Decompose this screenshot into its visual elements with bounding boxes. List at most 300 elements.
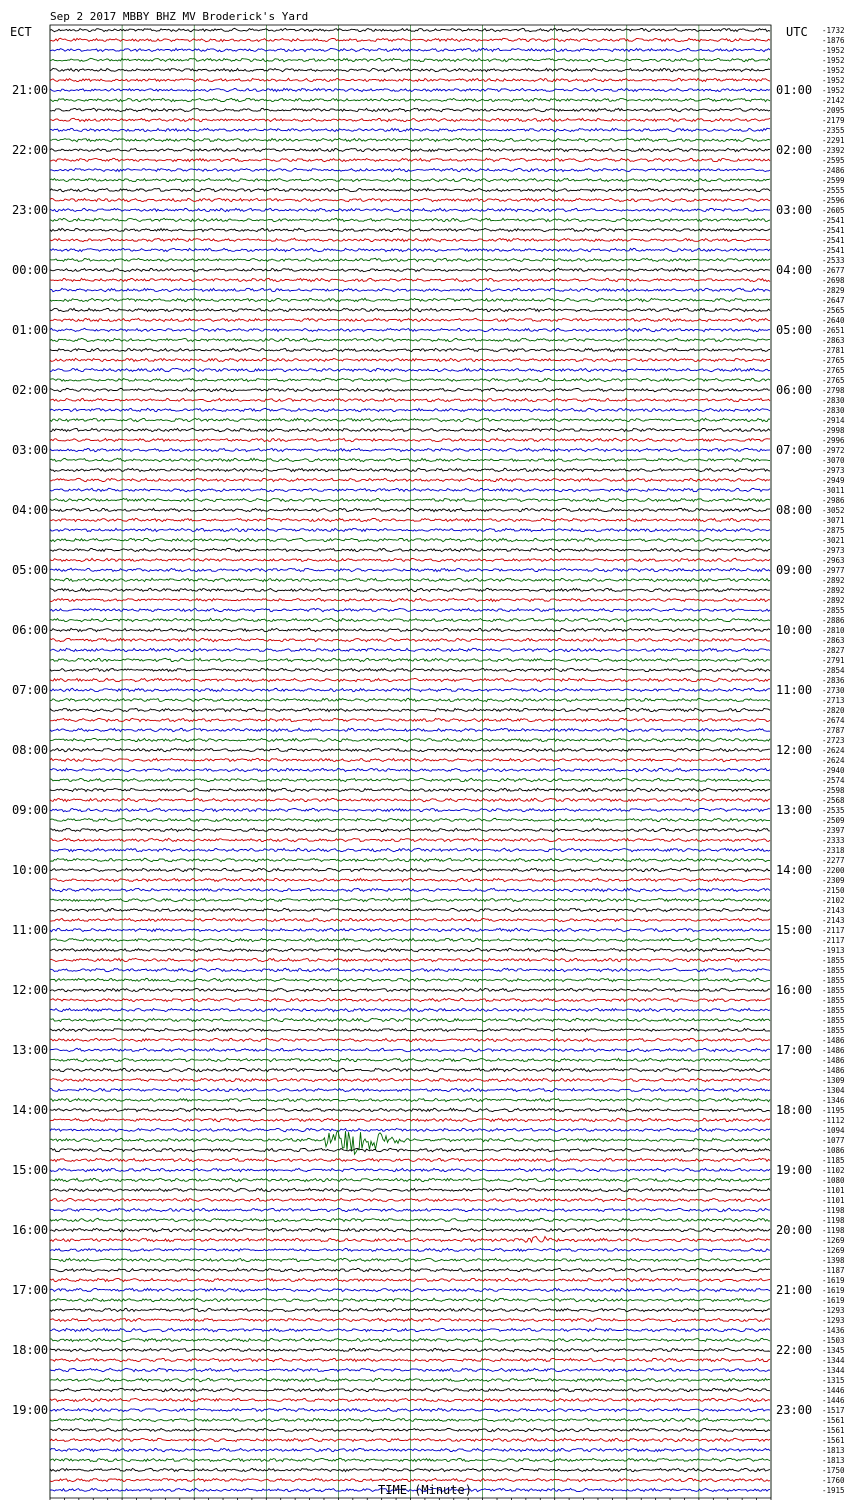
row-offset-label: -2143	[822, 906, 845, 915]
trace-row-3	[50, 58, 770, 61]
left-time-label: 18:00	[12, 1343, 49, 1357]
trace-row-15	[50, 178, 770, 181]
row-offset-label: -2624	[822, 756, 845, 765]
row-offset-label: -2973	[822, 466, 845, 475]
row-offset-label: -1750	[822, 1466, 845, 1475]
trace-row-11	[50, 138, 770, 141]
left-timezone-label: ECT	[10, 25, 32, 39]
row-offset-label: -1760	[822, 1476, 845, 1485]
row-offset-label: -1304	[822, 1086, 845, 1095]
trace-row-48	[50, 508, 770, 511]
row-offset-label: -1112	[822, 1116, 845, 1125]
trace-row-59	[50, 618, 770, 621]
trace-row-31	[50, 338, 770, 341]
row-offset-label: -2640	[822, 316, 845, 325]
row-offset-label: -2854	[822, 666, 845, 675]
row-offset-label: -1486	[822, 1056, 845, 1065]
row-offset-label: -2277	[822, 856, 845, 865]
trace-row-68	[50, 708, 770, 711]
row-offset-label: -1915	[822, 1486, 845, 1495]
row-offset-label: -1813	[822, 1456, 845, 1465]
row-offset-label: -2781	[822, 346, 845, 355]
row-offset-label: -2830	[822, 396, 845, 405]
trace-row-92	[50, 948, 770, 951]
row-offset-label: -1855	[822, 1006, 845, 1015]
left-time-label: 23:00	[12, 203, 49, 217]
row-offset-label: -1269	[822, 1246, 845, 1255]
trace-row-24	[50, 268, 770, 271]
row-offset-label: -2651	[822, 326, 845, 335]
trace-row-34	[50, 368, 770, 371]
row-offset-label: -2143	[822, 916, 845, 925]
trace-row-107	[50, 1098, 770, 1101]
trace-row-23	[50, 258, 770, 261]
left-time-label: 22:00	[12, 143, 49, 157]
trace-row-54	[50, 568, 770, 571]
trace-row-22	[50, 248, 770, 251]
trace-row-41	[50, 438, 770, 441]
row-offset-label: -1080	[822, 1176, 845, 1185]
trace-row-114	[50, 1168, 770, 1171]
row-offset-label: -1185	[822, 1156, 845, 1165]
row-offset-label: -2596	[822, 196, 845, 205]
row-offset-label: -1345	[822, 1346, 845, 1355]
trace-row-94	[50, 968, 770, 971]
row-offset-label: -1517	[822, 1406, 845, 1415]
left-time-label: 04:00	[12, 503, 49, 517]
trace-row-45	[50, 478, 770, 481]
row-offset-label: -2150	[822, 886, 845, 895]
row-offset-label: -2397	[822, 826, 845, 835]
trace-row-89	[50, 918, 770, 921]
row-offset-label: -2599	[822, 176, 845, 185]
row-offset-label: -2598	[822, 786, 845, 795]
trace-row-13	[50, 158, 770, 161]
right-time-label: 11:00	[776, 683, 813, 697]
trace-row-90	[50, 928, 770, 931]
right-time-label: 08:00	[776, 503, 813, 517]
trace-row-46	[50, 488, 770, 491]
row-offset-label: -2963	[822, 556, 845, 565]
row-offset-label: -1198	[822, 1216, 845, 1225]
row-offset-label: -1503	[822, 1336, 845, 1345]
right-time-label: 03:00	[776, 203, 813, 217]
trace-row-91	[50, 938, 770, 941]
trace-row-53	[50, 558, 770, 561]
right-time-label: 02:00	[776, 143, 813, 157]
left-time-label: 17:00	[12, 1283, 49, 1297]
row-offset-label: -3011	[822, 486, 845, 495]
trace-row-73	[50, 758, 770, 761]
trace-row-117	[50, 1198, 770, 1201]
trace-row-77	[50, 798, 770, 801]
trace-row-80	[50, 828, 770, 831]
row-offset-label: -1293	[822, 1316, 845, 1325]
trace-row-103	[50, 1058, 770, 1061]
right-time-label: 12:00	[776, 743, 813, 757]
trace-row-136	[50, 1388, 770, 1391]
row-offset-label: -2533	[822, 256, 845, 265]
row-offset-label: -2142	[822, 96, 845, 105]
row-offset-label: -2318	[822, 846, 845, 855]
trace-row-130	[50, 1328, 770, 1331]
trace-row-129	[50, 1318, 770, 1321]
left-time-label: 02:00	[12, 383, 49, 397]
row-offset-label: -1855	[822, 986, 845, 995]
row-offset-label: -2892	[822, 596, 845, 605]
row-offset-label: -2855	[822, 606, 845, 615]
row-offset-label: -1952	[822, 56, 845, 65]
row-offset-label: -2863	[822, 636, 845, 645]
trace-row-137	[50, 1398, 770, 1401]
left-time-label: 10:00	[12, 863, 49, 877]
row-offset-label: -1344	[822, 1356, 845, 1365]
row-offset-label: -2355	[822, 126, 845, 135]
row-offset-label: -2810	[822, 626, 845, 635]
trace-row-83	[50, 858, 770, 861]
row-offset-label: -3052	[822, 506, 845, 515]
trace-row-88	[50, 908, 770, 911]
left-time-label: 12:00	[12, 983, 49, 997]
trace-row-140	[50, 1428, 770, 1431]
row-offset-label: -1398	[822, 1256, 845, 1265]
row-offset-label: -2200	[822, 866, 845, 875]
trace-row-20	[50, 228, 770, 231]
trace-row-52	[50, 548, 770, 551]
trace-row-115	[50, 1178, 770, 1181]
row-offset-label: -2565	[822, 306, 845, 315]
right-time-label: 23:00	[776, 1403, 813, 1417]
left-time-label: 08:00	[12, 743, 49, 757]
trace-row-93	[50, 958, 770, 961]
row-offset-label: -2892	[822, 586, 845, 595]
trace-row-55	[50, 578, 770, 581]
trace-row-125	[50, 1278, 770, 1281]
trace-row-85	[50, 878, 770, 881]
row-offset-label: -2863	[822, 336, 845, 345]
row-offset-label: -1198	[822, 1206, 845, 1215]
row-offset-label: -1293	[822, 1306, 845, 1315]
trace-row-32	[50, 348, 770, 351]
row-offset-label: -2798	[822, 386, 845, 395]
trace-row-50	[50, 528, 770, 531]
row-offset-label: -1952	[822, 46, 845, 55]
row-offset-label: -2117	[822, 926, 845, 935]
trace-row-87	[50, 898, 770, 901]
trace-row-5	[50, 78, 770, 81]
trace-row-74	[50, 768, 770, 771]
row-offset-label: -1101	[822, 1186, 845, 1195]
trace-row-18	[50, 208, 770, 211]
row-offset-label: -2486	[822, 166, 845, 175]
trace-row-112	[50, 1148, 770, 1151]
row-offset-label: -2291	[822, 136, 845, 145]
row-offset-label: -2509	[822, 816, 845, 825]
row-offset-label: -1855	[822, 1026, 845, 1035]
row-offset-label: -2886	[822, 616, 845, 625]
trace-row-132	[50, 1348, 770, 1351]
trace-row-63	[50, 658, 770, 661]
trace-row-139	[50, 1418, 770, 1421]
trace-row-126	[50, 1288, 770, 1291]
left-time-label: 14:00	[12, 1103, 49, 1117]
trace-row-99	[50, 1018, 770, 1021]
row-offset-label: -2713	[822, 696, 845, 705]
trace-row-108	[50, 1108, 770, 1111]
trace-row-51	[50, 538, 770, 541]
row-offset-label: -2765	[822, 366, 845, 375]
trace-row-144	[50, 1468, 770, 1471]
trace-row-109	[50, 1118, 770, 1121]
row-offset-label: -1561	[822, 1436, 845, 1445]
left-time-label: 01:00	[12, 323, 49, 337]
trace-row-100	[50, 1028, 770, 1031]
trace-row-96	[50, 988, 770, 991]
left-time-label: 09:00	[12, 803, 49, 817]
row-offset-label: -1561	[822, 1426, 845, 1435]
x-axis-title: TIME (Minute)	[378, 1483, 472, 1497]
trace-row-9	[50, 118, 770, 121]
left-time-label: 00:00	[12, 263, 49, 277]
trace-row-138	[50, 1408, 770, 1411]
trace-row-21	[50, 238, 770, 241]
trace-row-106	[50, 1088, 770, 1091]
left-hour-labels	[12, 83, 48, 1417]
trace-row-47	[50, 498, 770, 501]
row-offset-label: -1094	[822, 1126, 845, 1135]
row-offset-label: -1086	[822, 1146, 845, 1155]
row-offset-label: -1855	[822, 1016, 845, 1025]
row-offset-label: -2309	[822, 876, 845, 885]
left-time-label: 07:00	[12, 683, 49, 697]
trace-row-26	[50, 288, 770, 291]
row-offset-label: -2574	[822, 776, 845, 785]
row-offset-label: -1198	[822, 1226, 845, 1235]
trace-row-116	[50, 1188, 770, 1191]
row-offset-label: -2677	[822, 266, 845, 275]
trace-row-57	[50, 598, 770, 601]
row-offset-label: -2820	[822, 706, 845, 715]
row-offset-label: -2698	[822, 276, 845, 285]
trace-row-82	[50, 848, 770, 851]
right-time-label: 18:00	[776, 1103, 813, 1117]
row-offset-label: -2541	[822, 236, 845, 245]
row-offset-label: -1346	[822, 1096, 845, 1105]
right-time-label: 21:00	[776, 1283, 813, 1297]
trace-row-134	[50, 1368, 770, 1371]
trace-row-98	[50, 1008, 770, 1011]
row-offset-label: -1952	[822, 66, 845, 75]
trace-row-40	[50, 428, 770, 431]
trace-row-123	[50, 1258, 770, 1261]
trace-row-81	[50, 838, 770, 841]
trace-row-133	[50, 1358, 770, 1361]
right-time-label: 04:00	[776, 263, 813, 277]
row-offset-label: -1101	[822, 1196, 845, 1205]
trace-row-6	[50, 88, 770, 91]
row-offset-label: -1102	[822, 1166, 845, 1175]
row-offset-label: -2595	[822, 156, 845, 165]
row-offset-label: -2836	[822, 676, 845, 685]
row-offset-label: -1619	[822, 1276, 845, 1285]
row-offset-label: -1855	[822, 976, 845, 985]
right-time-label: 19:00	[776, 1163, 813, 1177]
row-offset-label: -2605	[822, 206, 845, 215]
trace-row-28	[50, 308, 770, 311]
trace-row-78	[50, 808, 770, 811]
row-offset-label: -1619	[822, 1296, 845, 1305]
trace-row-128	[50, 1308, 770, 1311]
row-offset-label: -2765	[822, 376, 845, 385]
row-offset-label: -2830	[822, 406, 845, 415]
right-timezone-label: UTC	[786, 25, 808, 39]
trace-row-62	[50, 648, 770, 651]
row-offset-label: -3021	[822, 536, 845, 545]
row-offset-label: -2674	[822, 716, 845, 725]
trace-row-119	[50, 1218, 770, 1221]
right-time-label: 13:00	[776, 803, 813, 817]
row-offset-label: -1619	[822, 1286, 845, 1295]
row-offset-label: -2972	[822, 446, 845, 455]
trace-row-118	[50, 1208, 770, 1211]
right-time-label: 01:00	[776, 83, 813, 97]
trace-row-65	[50, 678, 770, 681]
trace-row-75	[50, 778, 770, 781]
row-offset-label: -2723	[822, 736, 845, 745]
left-time-label: 05:00	[12, 563, 49, 577]
trace-row-72	[50, 748, 770, 751]
row-offset-label: -2986	[822, 496, 845, 505]
trace-row-102	[50, 1048, 770, 1051]
trace-row-30	[50, 328, 770, 331]
row-offset-label: -1315	[822, 1376, 845, 1385]
row-offset-label: -2541	[822, 226, 845, 235]
row-offset-label: -1913	[822, 946, 845, 955]
chart-title: Sep 2 2017 MBBY BHZ MV Broderick's Yard	[50, 10, 309, 23]
trace-row-67	[50, 698, 770, 701]
row-offset-label: -2392	[822, 146, 845, 155]
trace-row-71	[50, 738, 770, 741]
trace-row-76	[50, 788, 770, 791]
trace-row-135	[50, 1378, 770, 1381]
trace-row-145	[50, 1478, 770, 1481]
trace-row-143	[50, 1458, 770, 1461]
row-offset-label: -1855	[822, 996, 845, 1005]
row-offset-label: -2117	[822, 936, 845, 945]
row-offset-label: -2179	[822, 116, 845, 125]
trace-row-69	[50, 718, 770, 721]
row-offset-label: -2535	[822, 806, 845, 815]
trace-row-84	[50, 868, 770, 871]
row-offset-label: -1855	[822, 966, 845, 975]
row-offset-label: -2568	[822, 796, 845, 805]
trace-row-14	[50, 168, 770, 171]
trace-row-42	[50, 448, 770, 451]
row-offset-label: -3070	[822, 456, 845, 465]
trace-row-36	[50, 388, 770, 391]
row-offset-label: -2555	[822, 186, 845, 195]
trace-row-19	[50, 218, 770, 221]
trace-row-70	[50, 728, 770, 731]
trace-row-58	[50, 608, 770, 611]
trace-row-0	[50, 28, 770, 31]
trace-row-17	[50, 198, 770, 201]
trace-row-105	[50, 1078, 770, 1081]
trace-row-127	[50, 1298, 770, 1301]
row-offset-label: -1269	[822, 1236, 845, 1245]
left-time-label: 15:00	[12, 1163, 49, 1177]
row-offset-label: -2624	[822, 746, 845, 755]
row-offset-label: -1561	[822, 1416, 845, 1425]
right-time-label: 20:00	[776, 1223, 813, 1237]
trace-row-43	[50, 458, 770, 461]
trace-row-7	[50, 98, 770, 101]
row-offset-label: -2827	[822, 646, 845, 655]
trace-row-122	[50, 1248, 770, 1251]
row-offset-label: -1486	[822, 1046, 845, 1055]
trace-row-2	[50, 48, 770, 51]
left-time-label: 21:00	[12, 83, 49, 97]
trace-row-44	[50, 468, 770, 471]
trace-row-113	[50, 1158, 770, 1161]
trace-row-110	[50, 1128, 770, 1131]
row-offset-label: -1446	[822, 1386, 845, 1395]
row-offset-label: -2333	[822, 836, 845, 845]
left-time-label: 16:00	[12, 1223, 49, 1237]
right-time-label: 22:00	[776, 1343, 813, 1357]
row-offset-label: -2102	[822, 896, 845, 905]
trace-row-101	[50, 1038, 770, 1041]
trace-row-35	[50, 378, 770, 381]
row-offset-label: -2949	[822, 476, 845, 485]
trace-row-61	[50, 638, 770, 641]
row-offset-label: -1309	[822, 1076, 845, 1085]
row-offset-label: -2095	[822, 106, 845, 115]
right-time-label: 16:00	[776, 983, 813, 997]
row-offset-label: -1195	[822, 1106, 845, 1115]
trace-row-12	[50, 148, 770, 151]
trace-row-142	[50, 1448, 770, 1451]
trace-row-33	[50, 358, 770, 361]
row-offset-label: -1855	[822, 956, 845, 965]
left-time-label: 19:00	[12, 1403, 49, 1417]
row-offset-label: -1344	[822, 1366, 845, 1375]
trace-row-29	[50, 318, 770, 321]
left-time-label: 11:00	[12, 923, 49, 937]
row-offset-label: -1436	[822, 1326, 845, 1335]
trace-row-95	[50, 978, 770, 981]
trace-row-86	[50, 888, 770, 891]
right-hour-labels	[776, 83, 812, 1417]
trace-row-131	[50, 1338, 770, 1341]
row-offset-label: -1486	[822, 1066, 845, 1075]
row-offset-label: -2973	[822, 546, 845, 555]
row-offset-label: -1952	[822, 86, 845, 95]
row-offset-label: -1187	[822, 1266, 845, 1275]
row-offset-label: -2875	[822, 526, 845, 535]
row-offset-label: -2829	[822, 286, 845, 295]
row-offset-label: -1446	[822, 1396, 845, 1405]
trace-row-124	[50, 1268, 770, 1271]
right-time-label: 09:00	[776, 563, 813, 577]
row-offset-labels	[822, 26, 845, 1495]
trace-row-60	[50, 628, 770, 631]
trace-row-104	[50, 1068, 770, 1071]
trace-row-1	[50, 38, 770, 41]
right-time-label: 06:00	[776, 383, 813, 397]
row-offset-label: -2765	[822, 356, 845, 365]
row-offset-label: -2647	[822, 296, 845, 305]
